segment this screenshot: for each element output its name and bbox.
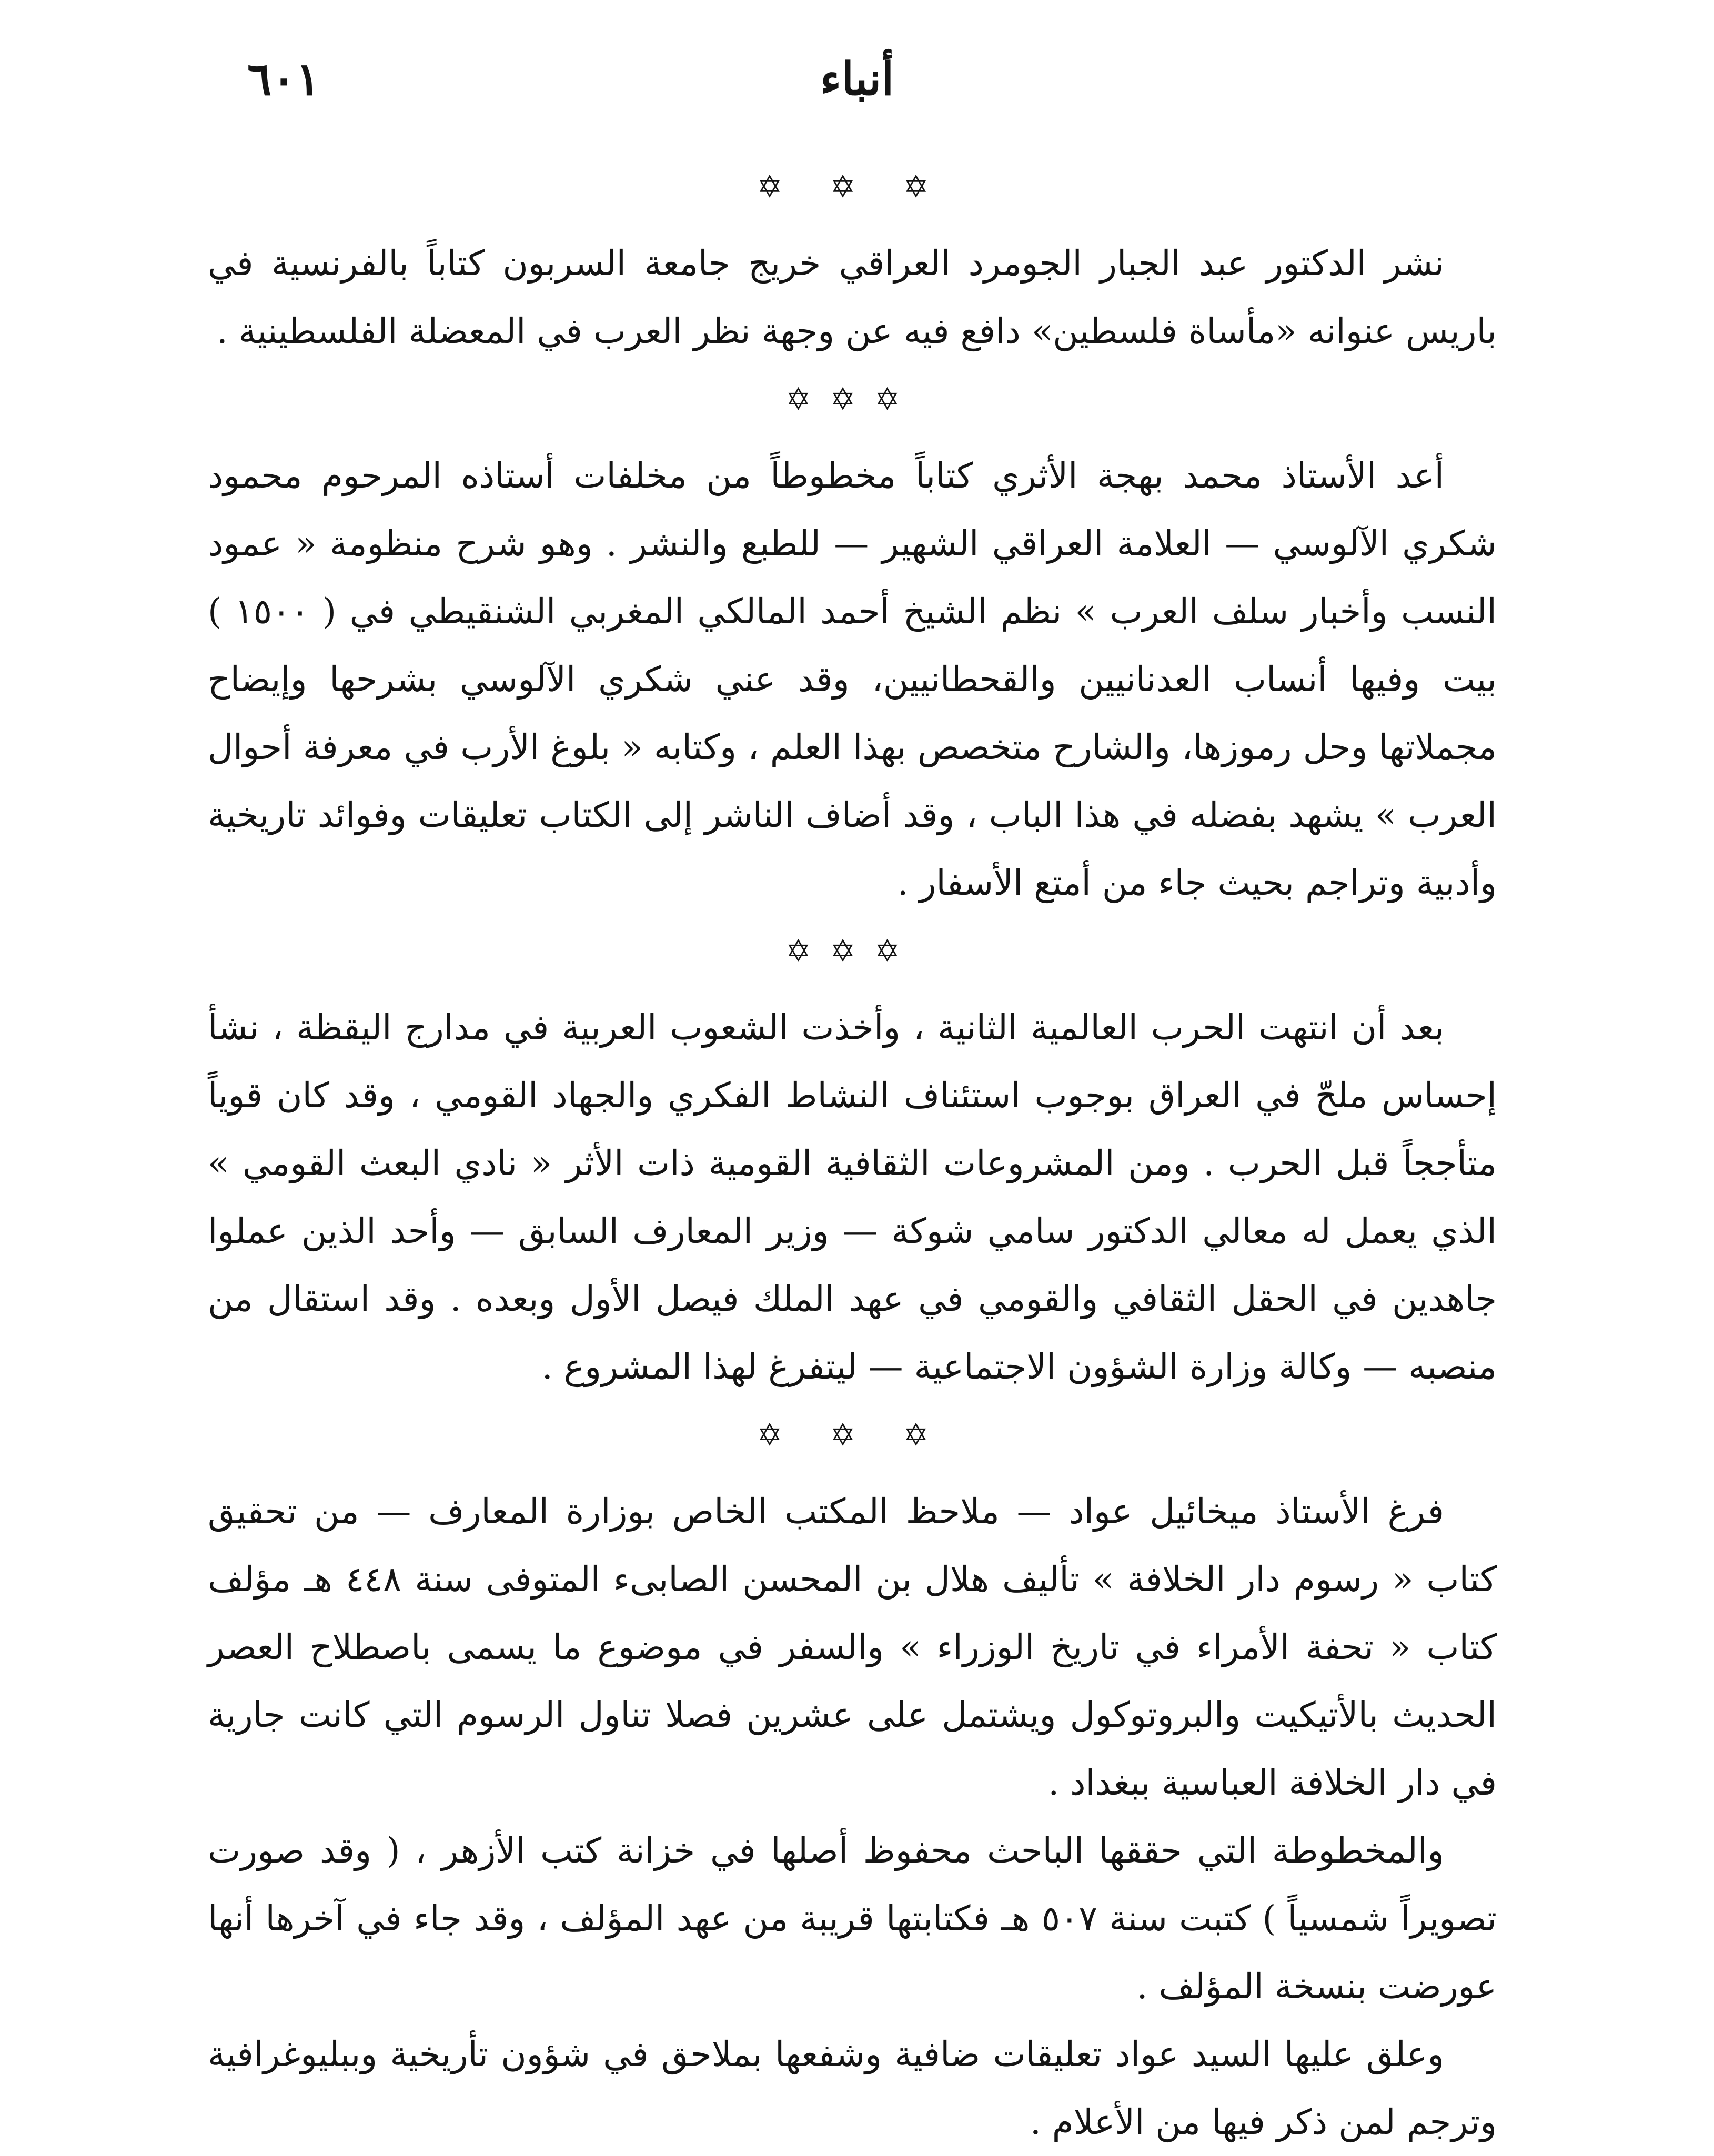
running-title: أنباء <box>820 53 894 106</box>
news-item-paragraph: فرغ الأستاذ ميخائيل عواد — ملاحظ المكتب الخاص بوزارة المعارف — من تحقيق كتاب « رسوم دار الخلافة » تأليف هلال بن المحسن الصابىء المتوفى سنة ٤٤٨ هـ مؤلف كتاب « تحفة الأمراء في تاريخ الوزراء » والسفر في موضوع ما يسمى باصطلاح العصر الحديث بالأتيكيت والبروتوكول ويشتمل على عشرين فصلا تناول الرسوم التي كانت جارية في دار الخلافة العباسية ببغداد . <box>208 1491 1497 1803</box>
section-separator-stars: ✡ ✡ ✡ <box>757 1417 948 1453</box>
running-header <box>210 42 1504 116</box>
news-item-paragraph: وعلق عليها السيد عواد تعليقات ضافية وشفعها بملاحق في شؤون تأريخية وببليوغرافية وترجم لمن ذكر فيها من الأعلام . <box>208 2034 1497 2142</box>
section-separator-stars: ✡✡✡ <box>785 381 919 417</box>
news-item-paragraph: والمخطوطة التي حققها الباحث محفوظ أصلها في خزانة كتب الأزهر ، ( وقد صورت تصويراً شمسياً ) كتبت سنة ٥٠٧ هـ فكتابتها قريبة من عهد المؤلف ، وقد جاء في آخرها أنها عورضت بنسخة المؤلف . <box>208 1830 1497 2007</box>
section-separator-stars: ✡✡✡ <box>785 933 919 969</box>
article-body <box>208 153 1497 2156</box>
section-separator-stars: ✡ ✡ ✡ <box>757 169 948 205</box>
page-number: ٦٠١ <box>247 53 320 106</box>
news-item-paragraph: بعد أن انتهت الحرب العالمية الثانية ، وأخذت الشعوب العربية في مدارج اليقظة ، نشأ إحساس ملحّ في العراق بوجوب استئناف النشاط الفكري والجهاد القومي ، وقد كان قوياً متأججاً قبل الحرب . ومن المشروعات الثقافية القومية ذات الأثر « نادي البعث القومي » الذي يعمل له معالي الدكتور سامي شوكة — وزير المعارف السابق — وأحد الذين عملوا جاهدين في الحقل الثقافي والقومي في عهد الملك فيصل الأول وبعده . وقد استقال من منصبه — وكالة وزارة الشؤون الاجتماعية — ليتفرغ لهذا المشروع . <box>208 1007 1497 1387</box>
news-item-paragraph: نشر الدكتور عبد الجبار الجومرد العراقي خريج جامعة السربون كتاباً بالفرنسية في باريس عنوانه «مأساة فلسطين» دافع فيه عن وجهة نظر العرب في المعضلة الفلسطينية . <box>208 243 1497 351</box>
news-item-paragraph: أعد الأستاذ محمد بهجة الأثري كتاباً مخطوطاً من مخلفات أستاذه المرحوم محمود شكري الآلوسي — العلامة العراقي الشهير — للطبع والنشر . وهو شرح منظومة « عمود النسب وأخبار سلف العرب » نظم الشيخ أحمد المالكي المغربي الشنقيطي في ( ١٥٠٠ ) بيت وفيها أنساب العدنانيين والقحطانيين، وقد عني شكري الآلوسي بشرحها وإيضاح مجملاتها وحل رموزها، والشارح متخصص بهذا العلم ، وكتابه « بلوغ الأرب في معرفة أحوال العرب » يشهد بفضله في هذا الباب ، وقد أضاف الناشر إلى الكتاب تعليقات وفوائد تاريخية وأدبية وتراجم بحيث جاء من أمتع الأسفار . <box>208 456 1497 903</box>
